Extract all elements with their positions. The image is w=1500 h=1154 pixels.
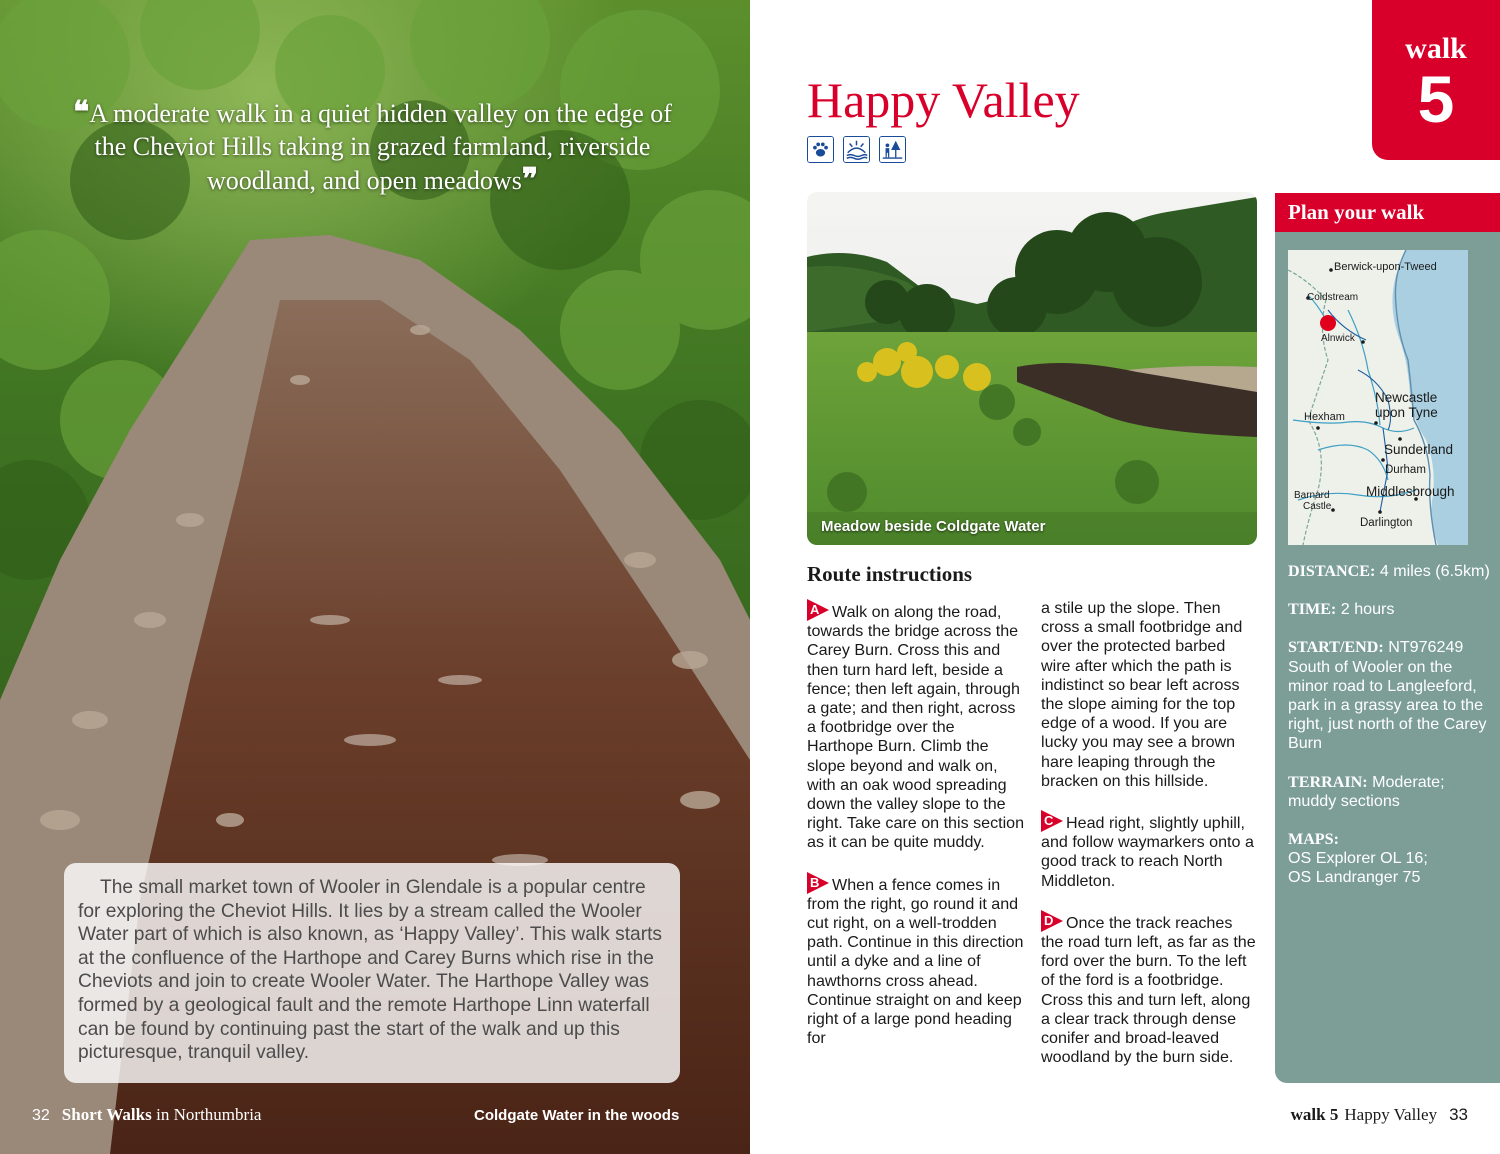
terrain-info	[1288, 773, 1493, 811]
book-title-rest: in Northumbria	[156, 1105, 262, 1124]
walk-tab	[1372, 0, 1500, 160]
step-marker-d-icon	[1041, 910, 1063, 932]
sunrise-icon	[843, 136, 870, 163]
left-page-number: 32	[32, 1107, 50, 1124]
page-title: Happy Valley	[807, 72, 1080, 128]
map-label-coldstream: Coldstream	[1307, 292, 1359, 303]
map-label-sunderland: Sunderland	[1384, 442, 1454, 457]
map-label-barnard-2: Castle	[1303, 501, 1332, 512]
route-step-b	[807, 872, 1025, 1049]
walk-tab-number: 5	[1417, 62, 1455, 136]
picnic-icon	[879, 136, 906, 163]
map-label-middlesbrough: Middlesbrough	[1366, 484, 1455, 499]
distance-label: DISTANCE:	[1288, 563, 1376, 580]
time-info	[1288, 600, 1493, 619]
pull-quote	[60, 96, 685, 197]
route-column-1	[807, 599, 1025, 1067]
book-title-bold: Short Walks	[61, 1105, 152, 1124]
map-label-darlington: Darlington	[1360, 517, 1413, 529]
maps-info	[1288, 830, 1493, 888]
distance-info	[1288, 562, 1493, 581]
right-page-number: 33	[1449, 1105, 1468, 1124]
step-marker-b-icon	[807, 872, 829, 894]
map-label-berwick: Berwick-upon-Tweed	[1334, 261, 1437, 273]
folio-walk-title: Happy Valley	[1344, 1105, 1438, 1124]
route-column-2	[1041, 599, 1259, 1086]
meadow-photo	[807, 192, 1257, 545]
plan-panel-title: Plan your walk	[1275, 193, 1500, 232]
time-label: TIME:	[1288, 601, 1337, 619]
meadow-photo-frame	[807, 192, 1257, 545]
route-step-b-continued	[1041, 599, 1259, 791]
plan-your-walk-panel	[1275, 193, 1500, 1083]
start-end-value: NT976249 South of Wooler on the minor road to Langleeford, park in a grassy area to the right, just north of the Carey Burn	[1288, 638, 1487, 753]
map-label-newcastle-2: upon Tyne	[1375, 405, 1438, 420]
open-quote-icon: ❝	[73, 96, 90, 129]
maps-value-1: OS Explorer OL 16;	[1288, 849, 1428, 868]
paw-icon	[807, 136, 834, 163]
step-letter: D	[1044, 912, 1054, 928]
step-letter: B	[810, 874, 820, 890]
step-letter: C	[1044, 813, 1054, 829]
left-folio	[32, 1105, 261, 1125]
terrain-label: TERRAIN:	[1288, 773, 1368, 791]
maps-label: MAPS:	[1288, 831, 1339, 849]
step-text: When a fence comes in from the right, go round it and cut right, on a well-trodden path. Continue in this direction until a dyke and a line of hawthorns cross ahead. Continue straight on and keep right of a large pond heading for	[807, 875, 1024, 1048]
right-folio	[1291, 1105, 1468, 1125]
map-label-newcastle-1: Newcastle	[1375, 390, 1438, 405]
intro-box	[64, 863, 680, 1083]
locator-map	[1288, 250, 1468, 545]
start-end-label: START/END:	[1288, 639, 1384, 657]
step-text: Once the track reaches the road turn left, as far as the ford over the burn. To the left of the ford is a footbridge. Cross this and turn left, along a clear track through dense conifer and broad-leaved woodland by the burn side.	[1041, 913, 1256, 1067]
walk-tab-label: walk	[1405, 32, 1467, 65]
terrain-value: Moderate; muddy sections	[1288, 772, 1445, 810]
step-marker-a-icon	[807, 599, 829, 621]
pull-quote-text: A moderate walk in a quiet hidden valley on the edge of the Cheviot Hills taking in grazed farmland, riverside woodland, and open meadows	[89, 99, 672, 195]
map-label-barnard-1: Barnard	[1294, 490, 1330, 501]
route-step-d	[1041, 910, 1259, 1068]
step-text: Walk on along the road, towards the bridge across the Carey Burn. Cross this and then turn hard left, beside a fence; then left again, through a gate; and then right, across a footbridge over the Harthope Burn. Climb the slope beyond and walk on, with an oak wood spreading down the valley slope to the right. Take care on this section as it can be quite muddy.	[807, 603, 1025, 852]
intro-text: The small market town of Wooler in Glendale is a popular centre for exploring the Cheviot Hills. It lies by a stream called the Wooler Water part of which is also known, as ‘Happy Valley’. This walk starts at the confluence of the Harthope and Carey Burns which rise in the Cheviots and join to create Wooler Water. The Harthope Valley was formed by a geological fault and the remote Harthope Linn waterfall can be found by continuing past the start of the walk and up this picturesque, tranquil valley.	[78, 877, 663, 1064]
route-step-c	[1041, 810, 1259, 891]
maps-value-2: OS Landranger 75	[1288, 868, 1421, 887]
stream-photo-caption: Coldgate Water in the woods	[474, 1107, 680, 1124]
map-label-hexham: Hexham	[1304, 411, 1345, 423]
close-quote-icon: ❞	[521, 163, 538, 196]
plan-info	[1288, 562, 1493, 907]
folio-walk-label: walk 5	[1290, 1105, 1339, 1124]
distance-value: 4 miles (6.5km)	[1379, 562, 1490, 580]
step-marker-c-icon	[1041, 810, 1063, 832]
map-label-durham: Durham	[1385, 464, 1426, 476]
step-text: Head right, slightly uphill, and follow waymarkers onto a good track to reach North Middleton.	[1041, 814, 1254, 890]
right-page	[750, 0, 1500, 1154]
map-label-alnwick: Alnwick	[1321, 333, 1355, 344]
step-text: a stile up the slope. Then cross a small footbridge and over the protected barbed wire after which the path is indistinct so bear left across the slope aiming for the top edge of a wood. If you are lucky you may see a brown hare leaping through the bracken on this hillside.	[1041, 599, 1243, 790]
time-value: 2 hours	[1340, 600, 1395, 619]
route-instructions-heading: Route instructions	[807, 562, 973, 586]
route-step-a	[807, 599, 1025, 853]
meadow-photo-caption: Meadow beside Coldgate Water	[821, 518, 1046, 535]
step-letter: A	[810, 602, 820, 617]
start-end-info	[1288, 638, 1493, 753]
feature-icons	[807, 136, 906, 163]
